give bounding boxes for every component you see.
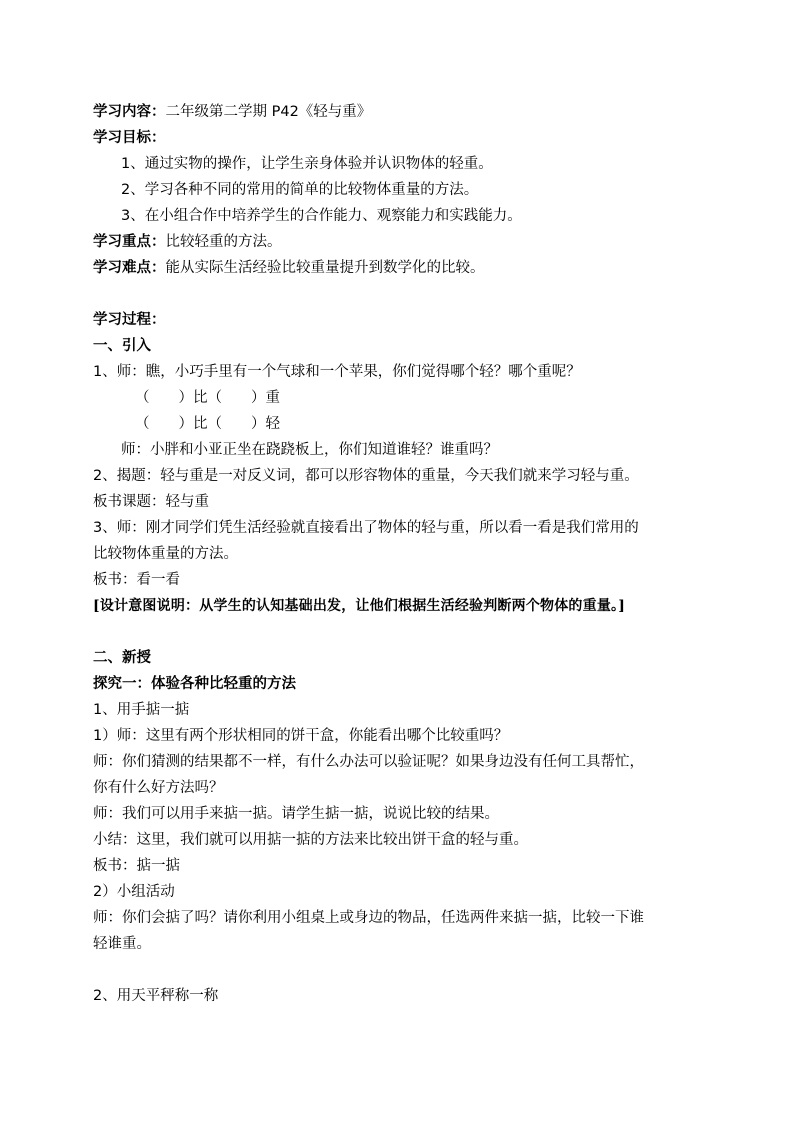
fill-blank-line: （ ）比（ ）重 — [135, 390, 280, 406]
goal-item: 1、通过实物的操作，让学生亲身体验并认识物体的轻重。 — [121, 156, 493, 172]
paragraph-line: 师：小胖和小亚正坐在跷跷板上，你们知道谁轻？谁重吗？ — [121, 442, 498, 458]
difficulty-line — [93, 255, 713, 281]
paragraph-line: 师：你们猜测的结果都不一样，有什么办法可以验证呢？如果身边没有任何工具帮忙， — [93, 754, 644, 770]
content-line — [93, 99, 713, 125]
paragraph-line: 板书课题：轻与重 — [93, 494, 209, 510]
paragraph-line: 师：我们可以用手来掂一掂。请学生掂一掂，说说比较的结果。 — [93, 806, 499, 822]
paragraph-line: 2）小组活动 — [93, 884, 175, 900]
explore-title: 探究一：体验各种比轻重的方法 — [93, 676, 296, 692]
spacer — [93, 957, 713, 983]
paragraph-line: 1）师：这里有两个形状相同的饼干盒，你能看出哪个比较重吗？ — [93, 728, 509, 744]
paragraph-line: 比较物体重量的方法。 — [93, 546, 238, 562]
paragraph-line: 3、师：刚才同学们凭生活经验就直接看出了物体的轻与重，所以看一看是我们常用的 — [93, 520, 639, 536]
content-value: 二年级第二学期 P42《轻与重》 — [165, 104, 372, 120]
paragraph-line: 你有什么好方法吗？ — [93, 780, 224, 796]
spacer — [93, 619, 713, 645]
spacer — [93, 281, 713, 307]
paragraph-line: 2、用天平秤称一称 — [93, 988, 219, 1004]
content-label: 学习内容： — [93, 104, 166, 120]
key-line — [93, 229, 713, 255]
section-title: 二、新授 — [93, 650, 151, 666]
goal-item: 3、在小组合作中培养学生的合作能力、观察能力和实践能力。 — [121, 208, 522, 224]
paragraph-line: 板书：看一看 — [93, 572, 180, 588]
goal-item: 2、学习各种不同的常用的简单的比较物体重量的方法。 — [121, 182, 479, 198]
paragraph-line: 2、揭题：轻与重是一对反义词，都可以形容物体的重量，今天我们就来学习轻与重。 — [93, 468, 639, 484]
paragraph-line: 轻谁重。 — [93, 936, 151, 952]
paragraph-line: 师：你们会掂了吗？请你利用小组桌上或身边的物品，任选两件来掂一掂，比较一下谁 — [93, 910, 644, 926]
key-label: 学习重点： — [93, 234, 166, 250]
paragraph-line: 板书：掂一掂 — [93, 858, 180, 874]
fill-blank-line: （ ）比（ ）轻 — [135, 416, 280, 432]
difficulty-value: 能从实际生活经验比较重量提升到数学化的比较。 — [165, 260, 485, 276]
goals-label: 学习目标： — [93, 130, 166, 146]
paragraph-line: 1、用手掂一掂 — [93, 702, 190, 718]
process-label: 学习过程： — [93, 312, 166, 328]
key-value: 比较轻重的方法。 — [165, 234, 282, 250]
section-title: 一、引入 — [93, 338, 151, 354]
paragraph-line: 小结：这里，我们就可以用掂一掂的方法来比较出饼干盒的轻与重。 — [93, 832, 528, 848]
difficulty-label: 学习难点： — [93, 260, 166, 276]
paragraph-line: 1、师：瞧，小巧手里有一个气球和一个苹果，你们觉得哪个轻？哪个重呢？ — [93, 364, 581, 380]
design-note: [设计意图说明：从学生的认知基础出发，让他们根据生活经验判断两个物体的重量。] — [93, 598, 626, 614]
document-page — [93, 99, 713, 1009]
